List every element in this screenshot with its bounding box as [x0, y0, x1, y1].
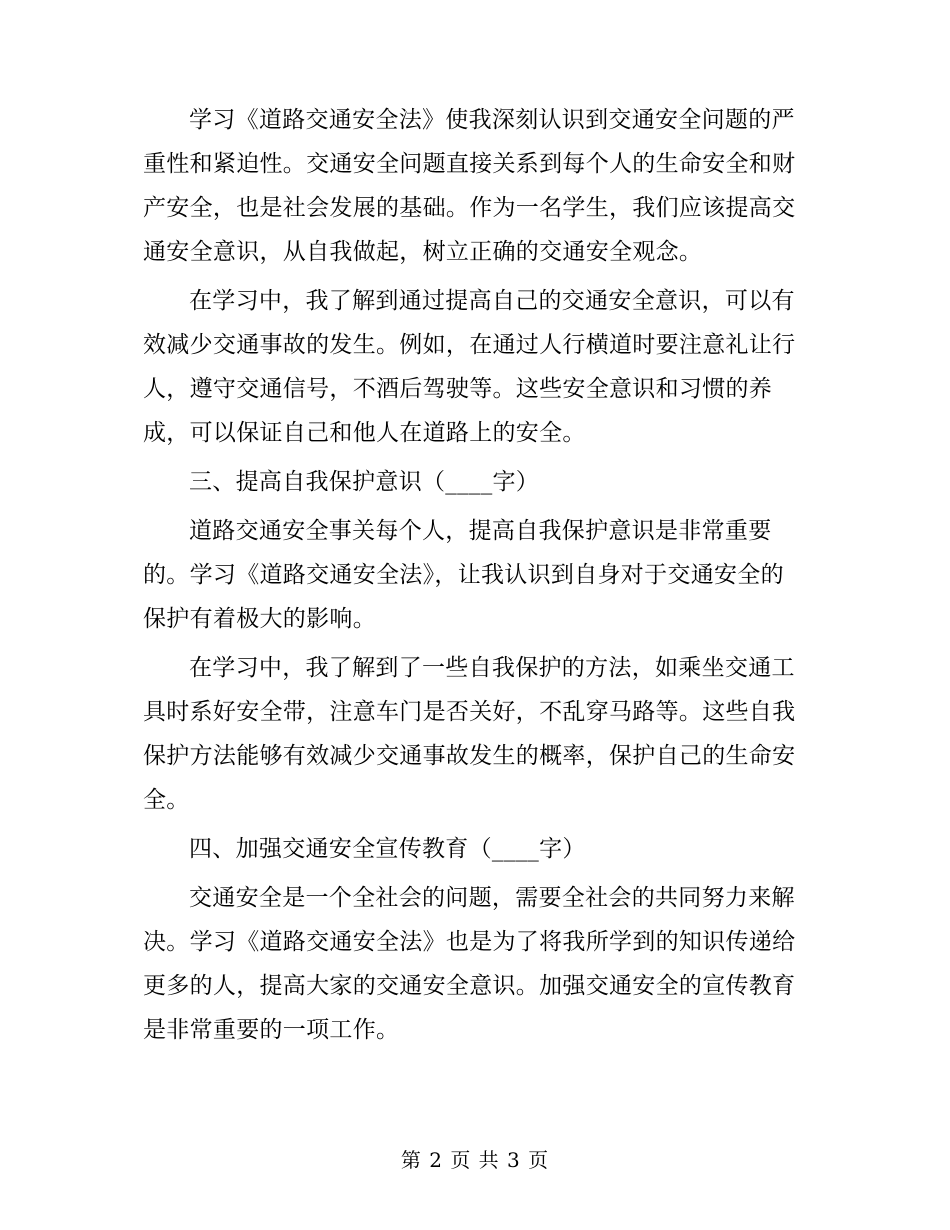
paragraph-line: 保护方法能够有效减少交通事故发生的概率，保护自己的生命安 [143, 743, 796, 769]
paragraph-line: 具时系好安全带，注意车门是否关好，不乱穿马路等。这些自我 [143, 699, 796, 725]
paragraph-line: 的。学习《道路交通安全法》，让我认识到自身对于交通安全的 [143, 562, 784, 588]
paragraph-line: 学习《道路交通安全法》使我深刻认识到交通安全问题的严 [189, 107, 795, 133]
paragraph [143, 646, 808, 822]
paragraph-line: 决。学习《道路交通安全法》也是为了将我所学到的知识传递给 [143, 929, 796, 955]
paragraph-line: 通安全意识，从自我做起，树立正确的交通安全观念。 [143, 239, 703, 265]
paragraph [143, 876, 808, 1052]
paragraph-line: 重性和紧迫性。交通安全问题直接关系到每个人的生命安全和财 [143, 151, 796, 177]
paragraph-line: 成，可以保证自己和他人在道路上的安全。 [143, 420, 586, 446]
paragraph-line: 保护有着极大的影响。 [143, 606, 376, 632]
paragraph-line: 在学习中，我了解到了一些自我保护的方法，如乘坐交通工 [189, 655, 795, 681]
page-number-footer: 第 2 页 共 3 页 [400, 1148, 550, 1172]
section-heading-text: 四、加强交通安全宣传教育（____字） [189, 836, 586, 862]
paragraph-line: 在学习中，我了解到通过提高自己的交通安全意识，可以有 [189, 288, 795, 314]
paragraph-line: 全。 [143, 787, 190, 813]
section-heading-text: 三、提高自我保护意识（____字） [189, 469, 540, 495]
paragraph [143, 279, 808, 455]
paragraph-line: 产安全，也是社会发展的基础。作为一名学生，我们应该提高交 [143, 195, 796, 221]
paragraph [143, 98, 808, 274]
section-heading [143, 827, 808, 871]
paragraph-line: 效减少交通事故的发生。例如，在通过人行横道时要注意礼让行 [143, 332, 796, 358]
paragraph [143, 509, 808, 641]
paragraph-line: 更多的人，提高大家的交通安全意识。加强交通安全的宣传教育 [143, 973, 796, 999]
paragraph-line: 是非常重要的一项工作。 [143, 1017, 400, 1043]
section-heading [143, 460, 808, 504]
paragraph-line: 人，遵守交通信号，不酒后驾驶等。这些安全意识和习惯的养 [143, 376, 773, 402]
paragraph-line: 交通安全是一个全社会的问题，需要全社会的共同努力来解 [189, 885, 795, 911]
document-body [143, 98, 808, 1052]
paragraph-line: 道路交通安全事关每个人，提高自我保护意识是非常重要 [189, 518, 772, 544]
